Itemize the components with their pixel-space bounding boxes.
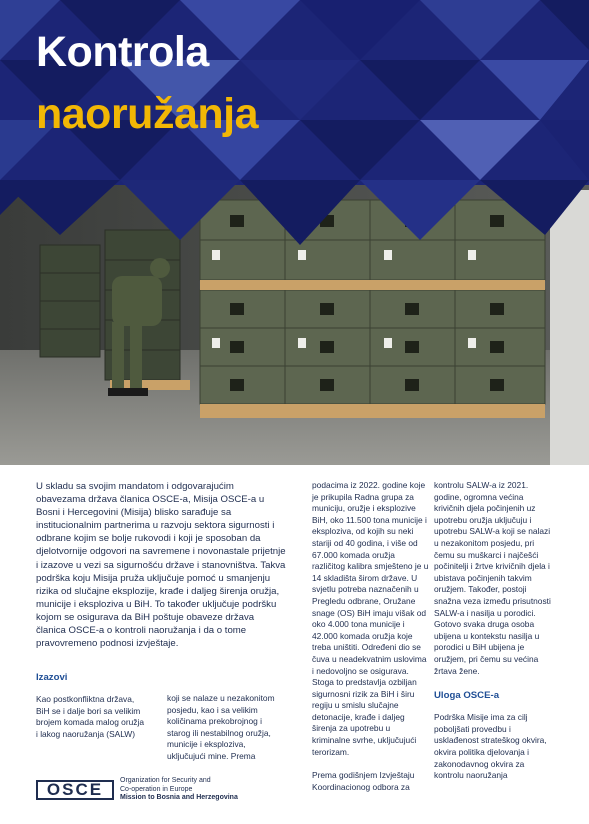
column-4-paragraph-2: Podrška Misije ima za cilj poboljšati provedbu i usklađenost strateškog okvira, okvira politika djelovanja i zakonodavnog okvira za kontrolu naoružanja	[434, 712, 547, 781]
osce-role-heading: Uloga OSCE-a	[434, 690, 500, 702]
column-3	[312, 480, 430, 805]
challenges-text-b: koji se nalaze u nezakonitom posjedu, kao i sa velikim količinama prekobrojnog i starog ili nestabilnog oružja, municije i eksploziva, uključujući mine. Prema	[167, 693, 275, 761]
challenges-column-1	[36, 671, 146, 752]
challenges-text-a: Kao postkonfliktna država, BiH se i dalje bori sa velikim brojem komada malog oružja i lakog naoružanja (SALW)	[36, 694, 144, 739]
intro-text: U skladu sa svojim mandatom i odgovarajućim obavezama država članica OSCE-a, Misija OSCE-a u Bosni i Hercegovini (Misija) blisko sarađuje sa institucionalnim partnerima u razvoju sektora sigurnosti i odbrane kojim se bolje rukovodi i koji je sposoban da djelotvornije odgovori na savremene i novonastale prijetnje i izazove u vezi sa sigurnošću države i stanovništva. Takva podrška koju Misija pruža uključuje pomoć u smanjenju rizika od slučajne eksplozije, krađe i daljeg širenja oružja, municije i eksploziva u BiH. To također uključuje podršku kojom se osigurava da BiH poštuje obaveze država članica OSCE-a o kontroli naoružanja i da o tome pravovremeno podnosi izvještaje.	[36, 481, 286, 650]
osce-org-name	[120, 777, 238, 803]
title-line-2: naoružanja	[36, 90, 258, 139]
org-line-1: Organization for Security and	[120, 777, 211, 784]
challenges-column-2	[167, 693, 286, 775]
intro-paragraph	[36, 480, 286, 662]
org-line-3: Mission to Bosnia and Herzegovina	[120, 794, 238, 802]
page-title	[36, 30, 258, 137]
column-3-paragraph-1: podacima iz 2022. godine koje je prikupila Radna grupa za municiju, oružje i eksplozive BiH, oko 11.500 tona municije i eksploziva, od kojih su neki stariji od 40 godina, i više od 67.000 komada oružja različitog kalibra smješteno je u 14 skladišta širom države. U svjetlu potreba naznačenih u Pregledu odbrane, Oružane snage (OS) BiH imaju višak od oko 4.000 tona municije i 42.000 komada oružja koje treba uništiti. Određeni dio se čuva u neadekvatnim uslovima i nedovoljno se osigurava. Stoga to predstavlja ozbiljan sigurnosni rizik za BiH i širu regiju u smislu slučajne detonacije, krađe i daljeg širenja za upotrebu u kriminalne svrhe, uključujući terorizam.	[312, 480, 429, 757]
challenges-heading: Izazovi	[36, 672, 68, 683]
column-3-paragraph-2: Prema godišnjem Izvještaju Koordinacionog odbora za	[312, 770, 415, 792]
osce-logo	[36, 777, 238, 803]
org-line-2: Co-operation in Europe	[120, 785, 193, 793]
column-4-paragraph-1: kontrolu SALW-a iz 2021. godine, ogromna većina krivičnih djela počinjenih uz upotrebu oružja uključuju i upotrebu SALW-a koji se nalazi u nezakonitom posjedu, pri čemu su muškarci i najčešći počinitelji i žrtve krivičnih djela i ubistava počinjenih takvim oružjem. Također, postoji snažna veza između prisutnosti SALW-a i nasilja u porodici. Gotovo svaka druga osoba ubijena u kontekstu nasilja u porodici u BiH ubijena je oružjem, pri čemu su većina žrtava žene.	[434, 480, 551, 676]
title-line-1: Kontrola	[36, 28, 209, 76]
osce-logo-mark: OSCE	[36, 780, 114, 800]
column-4	[434, 480, 552, 794]
